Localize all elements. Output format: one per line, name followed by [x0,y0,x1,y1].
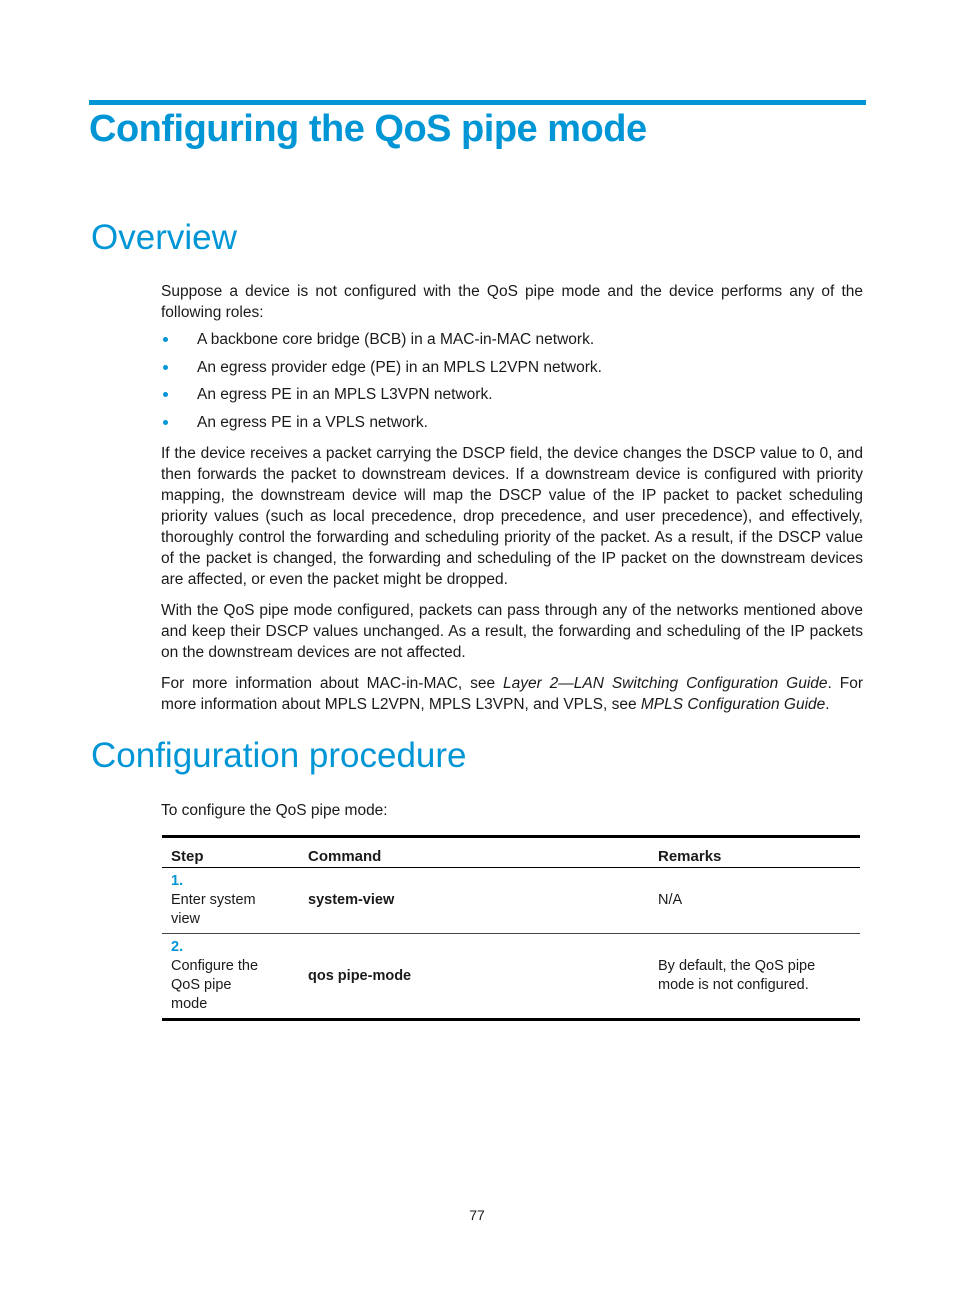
command-cell: system-view [308,892,395,908]
steps-table [162,835,860,1021]
step-number: 1. [171,873,184,889]
bullet-icon [163,392,168,397]
guide-reference-mpls: MPLS Configuration Guide [640,696,826,713]
step-description: Enter system view [171,892,256,927]
list-item: An egress provider edge (PE) in an MPLS L2VPN network. [161,357,863,385]
bullet-icon [163,337,168,342]
page-number: 77 [469,1207,485,1223]
step-cell [162,868,299,934]
overview-paragraph-1: If the device receives a packet carrying the DSCP field, the device changes the DSCP value to 0, and then forwards the packet to downstream devices. If a downstream device is configured with priority mapping, the downstream device will map the DSCP value of the IP packet to packet scheduling priority values (such as local precedence, drop precedence, and user precedence), and effectively, thoroughly control the forwarding and scheduling priority of the packet. As a result, if the DSCP value of the packet is changed, the forwarding and scheduling of the IP packet on the downstream devices are affected, or even the packet might be dropped. [161,445,863,588]
table-row [162,868,860,934]
overview-paragraph-2: With the QoS pipe mode configured, packets can pass through any of the networks mentioned above and keep their DSCP values unchanged. As a result, the forwarding and scheduling of the IP packets on the downstream devices are not affected. [161,602,863,661]
column-header-command: Command [308,848,382,865]
chapter-title: Configuring the QoS pipe mode [89,108,647,150]
chapter-top-rule [89,100,866,105]
overview-intro: Suppose a device is not configured with the QoS pipe mode and the device performs any of the following roles: [161,283,863,321]
roles-list [161,329,863,439]
procedure-intro: To configure the QoS pipe mode: [161,802,388,819]
table-header-row [162,837,860,868]
list-item: A backbone core bridge (BCB) in a MAC-in-MAC network. [161,329,863,357]
bullet-icon [163,365,168,370]
list-item: An egress PE in a VPLS network. [161,412,863,440]
list-item: An egress PE in an MPLS L3VPN network. [161,384,863,412]
step-description: Configure the QoS pipe mode [171,958,259,1012]
command-cell: qos pipe-mode [308,967,412,984]
overview-heading: Overview [91,218,237,257]
procedure-heading: Configuration procedure [91,736,467,775]
bullet-icon [163,420,168,425]
column-header-step: Step [171,848,204,865]
remarks-cell: By default, the QoS pipe mode is not configured. [658,958,816,993]
step-number: 2. [171,939,184,955]
remarks-cell: N/A [658,892,683,908]
overview-paragraph-3: For more information about MAC-in-MAC, see Layer 2—LAN Switching Configuration Guide. For more information about MPLS L2VPN, MPLS L3VPN, and VPLS, see MPLS Configuration Guide. [161,675,864,713]
table-row [162,934,860,1020]
step-cell [162,934,299,1020]
guide-reference-layer2: Layer 2—LAN Switching Configuration Guide [503,675,828,692]
column-header-remarks: Remarks [658,848,722,865]
